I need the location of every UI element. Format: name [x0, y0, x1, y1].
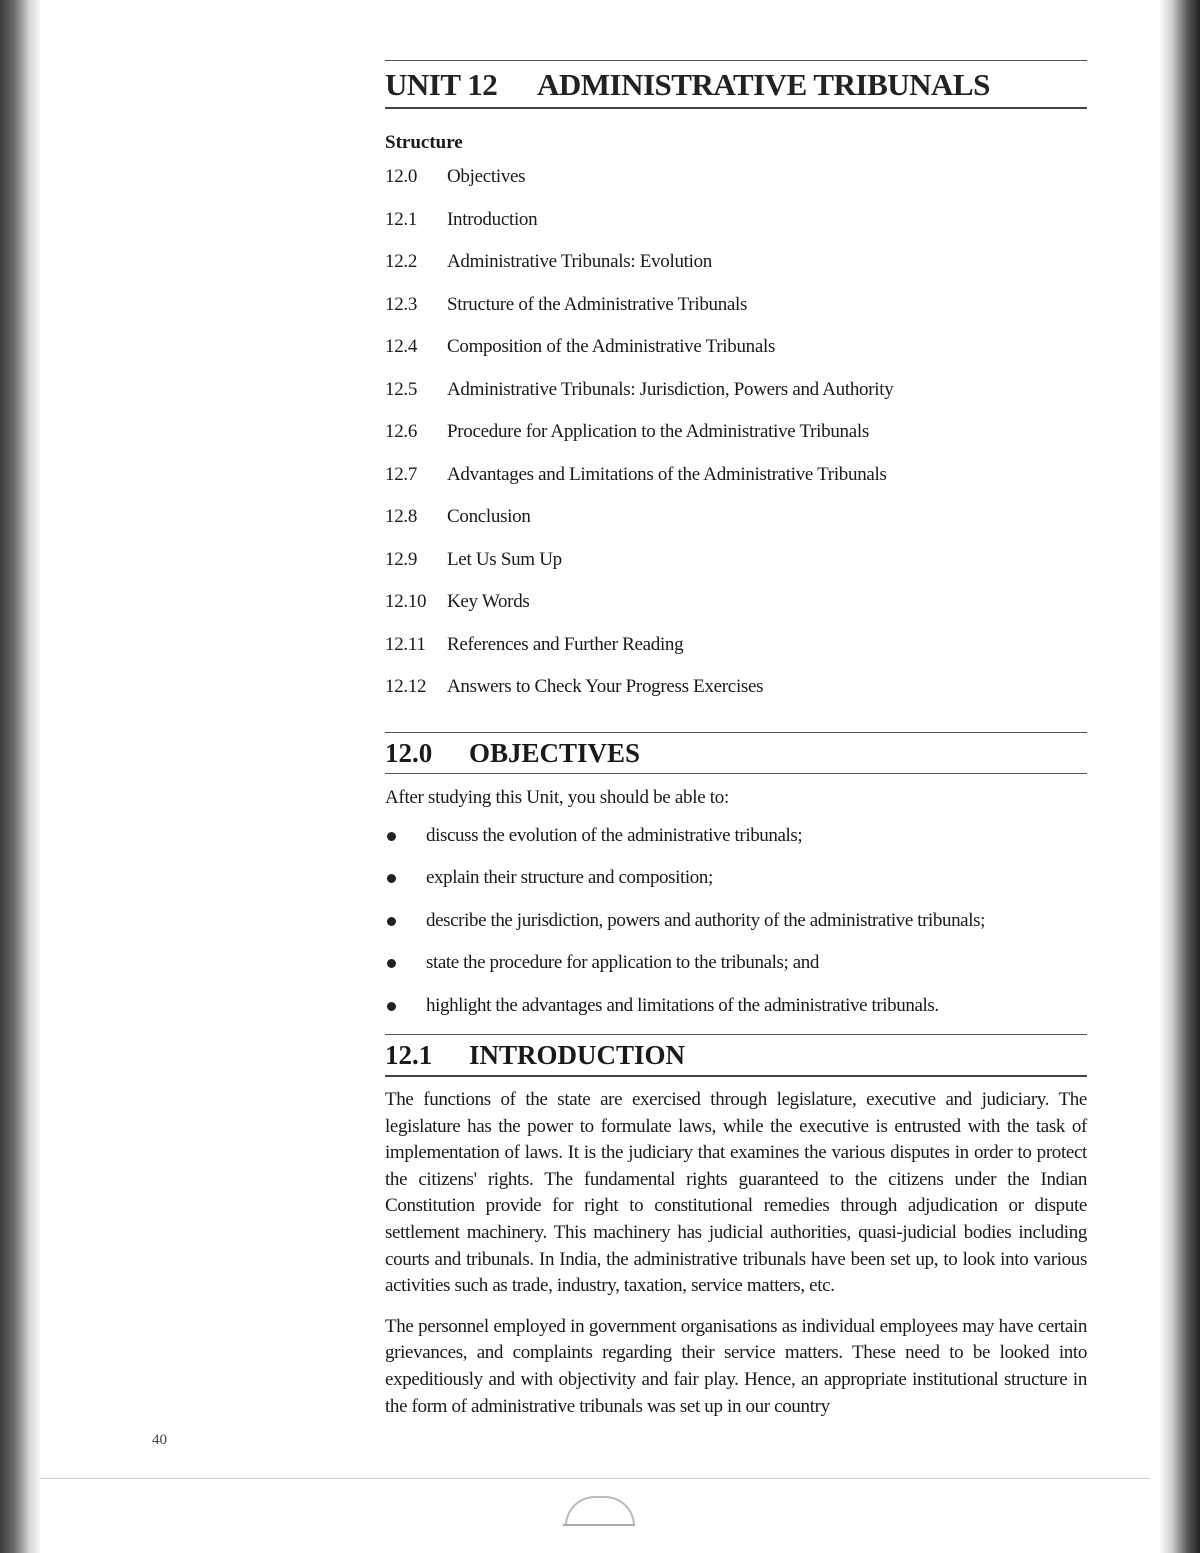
bullet-icon: [387, 959, 396, 968]
toc-label: Objectives: [447, 166, 526, 187]
bullet-icon: [387, 832, 396, 841]
objectives-top-rule: [385, 732, 1087, 733]
introduction-bottom-rule: [385, 1075, 1087, 1077]
toc-number: 12.12: [385, 676, 427, 697]
objectives-bottom-rule: [385, 773, 1087, 774]
toc-item: [385, 548, 1087, 591]
toc-number: 12.4: [385, 336, 418, 357]
scan-page-bottom-edge: [40, 1478, 1150, 1479]
introduction-number: 12.1: [385, 1040, 433, 1070]
toc-label: Key Words: [447, 591, 530, 612]
toc-number: 12.10: [385, 591, 427, 612]
introduction-title: INTRODUCTION: [469, 1040, 686, 1070]
objective-text: explain their structure and composition;: [426, 867, 713, 888]
bullet-icon: [387, 917, 396, 926]
objective-text: state the procedure for application to the tribunals; and: [426, 952, 819, 973]
toc-label: Administrative Tribunals: Jurisdiction, Powers and Authority: [447, 378, 894, 400]
toc-item: [385, 165, 1087, 208]
toc-number: 12.6: [385, 421, 418, 442]
toc-label: Procedure for Application to the Administrative Tribunals: [447, 421, 869, 442]
toc-label: Answers to Check Your Progress Exercises: [447, 676, 764, 697]
title-rule: [385, 107, 1087, 109]
document-content: [385, 60, 1087, 1420]
toc-label: Introduction: [447, 208, 538, 230]
scanner-holder-mark: [565, 1496, 635, 1526]
page-number: 40: [152, 1432, 167, 1448]
toc-number: 12.3: [385, 293, 418, 315]
toc-number: 12.0: [385, 166, 418, 187]
objective-item: [385, 824, 1087, 867]
introduction-paragraph: The personnel employed in government organisations as individual employees may have certain grievances, and complaints regarding their service matters. These need to be looked into expeditiously and with objectivity and fair play. Hence, an appropriate institutional structure in the form of administrative tribunals was set up in our country: [385, 1315, 1087, 1417]
toc-item: [385, 293, 1087, 336]
unit-number: UNIT 12: [385, 67, 498, 102]
toc-item: [385, 590, 1087, 633]
toc-number: 12.11: [385, 633, 426, 655]
structure-list: [385, 165, 1087, 718]
toc-label: Structure of the Administrative Tribunals: [447, 293, 748, 315]
unit-title: [385, 65, 1087, 105]
toc-item: [385, 208, 1087, 251]
toc-item: [385, 675, 1087, 718]
objectives-intro: After studying this Unit, you should be able to:: [385, 786, 729, 808]
toc-number: 12.5: [385, 378, 418, 400]
introduction-paragraph: The functions of the state are exercised through legislature, executive and judiciary. The legislature has the power to formulate laws, while the executive is entrusted with the task of implementation of laws. It is the judiciary that examines the various disputes in order to protect the citizens' rights. The fundamental rights guaranteed to the citizens under the Indian Constitution provide for right to constitutional remedies through adjudication or dispute settlement machinery. This machinery has judicial authorities, quasi-judicial bodies including courts and tribunals. In India, the administrative tribunals have been set up, to look into various activities such as trade, industry, taxation, service matters, etc.: [385, 1089, 1087, 1297]
bullet-icon: [387, 1002, 396, 1011]
toc-label: Advantages and Limitations of the Administrative Tribunals: [447, 463, 887, 485]
structure-heading: Structure: [385, 132, 463, 153]
objectives-number: 12.0: [385, 737, 433, 768]
top-rule: [385, 60, 1087, 61]
objective-item: [385, 951, 1087, 994]
toc-label: References and Further Reading: [447, 633, 684, 655]
objective-item: [385, 909, 1087, 952]
introduction-heading: [385, 1037, 1087, 1073]
objectives-list: [385, 824, 1087, 1037]
toc-item: [385, 633, 1087, 676]
toc-item: [385, 463, 1087, 506]
toc-item: [385, 250, 1087, 293]
toc-number: 12.1: [385, 208, 418, 230]
scan-edge-left: [0, 0, 40, 1553]
toc-label: Let Us Sum Up: [447, 548, 562, 570]
toc-item: [385, 378, 1087, 421]
toc-label: Administrative Tribunals: Evolution: [447, 251, 713, 272]
toc-number: 12.9: [385, 548, 418, 570]
toc-number: 12.7: [385, 463, 418, 485]
bullet-icon: [387, 874, 396, 883]
toc-item: [385, 505, 1087, 548]
objective-item: [385, 994, 1087, 1037]
objective-text: describe the jurisdiction, powers and authority of the administrative tribunals;: [426, 909, 985, 931]
toc-number: 12.2: [385, 251, 418, 272]
toc-label: Composition of the Administrative Tribunals: [447, 336, 776, 357]
objectives-title: OBJECTIVES: [469, 737, 641, 768]
unit-name: ADMINISTRATIVE TRIBUNALS: [537, 67, 990, 102]
toc-number: 12.8: [385, 506, 418, 527]
toc-item: [385, 420, 1087, 463]
objective-text: discuss the evolution of the administrative tribunals;: [426, 824, 803, 846]
toc-item: [385, 335, 1087, 378]
objective-item: [385, 866, 1087, 909]
scan-edge-right: [1160, 0, 1200, 1553]
toc-label: Conclusion: [447, 506, 531, 527]
scanner-holder-line: [563, 1524, 635, 1526]
objectives-heading: [385, 735, 1087, 771]
objective-text: highlight the advantages and limitations of the administrative tribunals.: [426, 994, 939, 1016]
